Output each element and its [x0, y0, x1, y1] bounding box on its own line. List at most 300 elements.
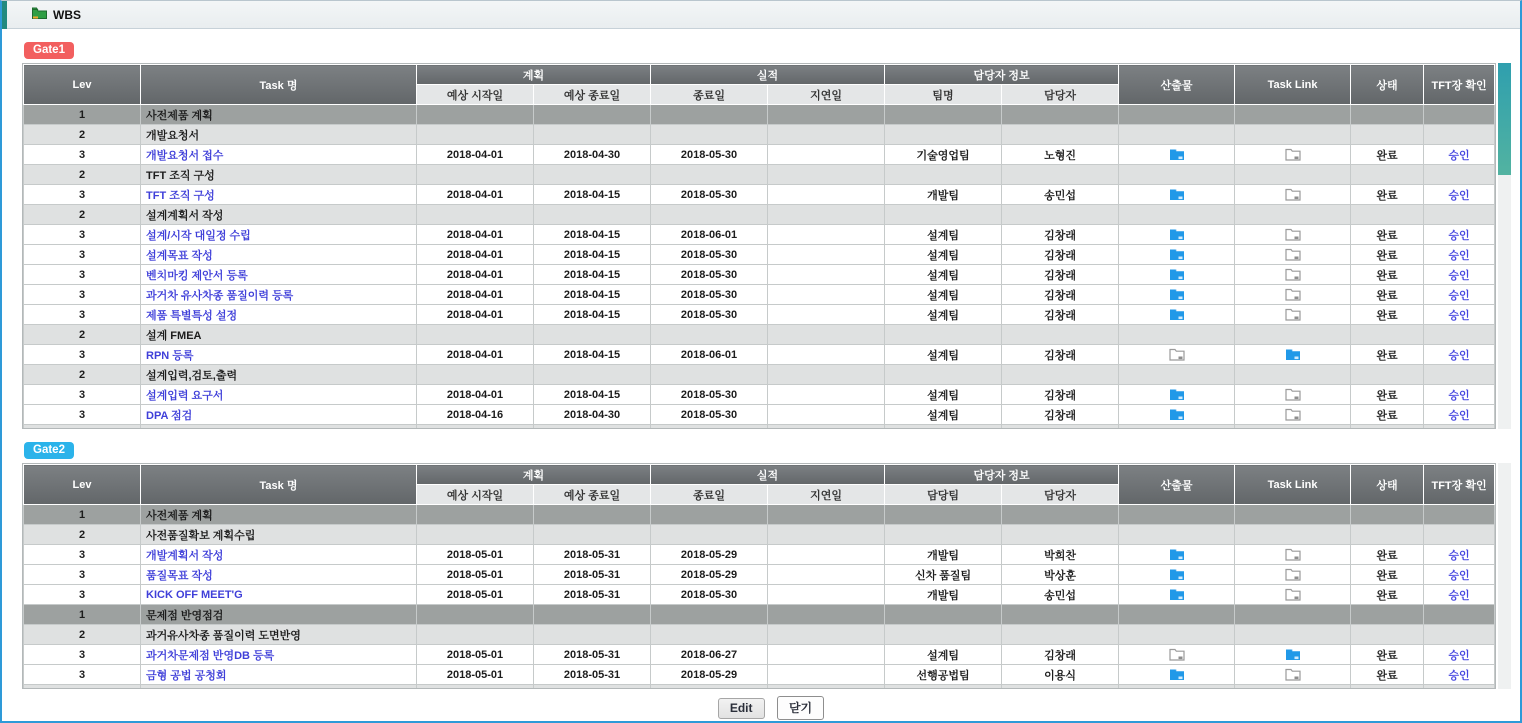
- lev-cell: 1: [24, 605, 141, 625]
- task-name-cell: 과거유사차종 품질이력 도면반영: [141, 625, 417, 645]
- header-task-link: Task Link: [1235, 65, 1351, 105]
- plan-end-cell: [534, 505, 651, 525]
- task-link-cell: [1235, 645, 1351, 665]
- header-delay: 지연일: [768, 485, 885, 505]
- table-row: [24, 285, 1495, 305]
- approve-link[interactable]: 승인: [1448, 589, 1470, 602]
- delay-cell: [768, 625, 885, 645]
- output-folder-filled-icon[interactable]: [1169, 388, 1185, 400]
- approve-link[interactable]: 승인: [1448, 569, 1470, 582]
- status-text: 완료: [1376, 349, 1398, 362]
- delay-cell: [768, 605, 885, 625]
- status-cell: [1351, 265, 1424, 285]
- header-output: 산출물: [1119, 465, 1235, 505]
- tasklink-folder-outline-icon[interactable]: [1285, 268, 1301, 280]
- scrollbar-thumb[interactable]: [1498, 63, 1511, 175]
- person-cell: [1002, 625, 1119, 645]
- lev-cell: 3: [24, 385, 141, 405]
- table-row: [24, 185, 1495, 205]
- plan-start-cell: 2018-05-01: [417, 585, 534, 605]
- task-link-cell: [1235, 425, 1351, 430]
- delay-cell: [768, 305, 885, 325]
- delay-cell: [768, 505, 885, 525]
- task-link-cell: [1235, 665, 1351, 685]
- tft-approval-cell: [1424, 265, 1495, 285]
- output-folder-outline-icon[interactable]: [1169, 648, 1185, 660]
- table-row-partial: [24, 425, 1495, 430]
- task-name-cell: 사전품질확보 계획수립: [141, 525, 417, 545]
- tasklink-folder-outline-icon[interactable]: [1285, 408, 1301, 420]
- person-cell: 김창래: [1002, 345, 1119, 365]
- approve-link[interactable]: 승인: [1448, 649, 1470, 662]
- plan-end-cell: [534, 625, 651, 645]
- plan-start-cell: [417, 365, 534, 385]
- tft-approval-cell: [1424, 605, 1495, 625]
- plan-start-cell: [417, 205, 534, 225]
- table-row: [24, 405, 1495, 425]
- task-link-text[interactable]: 설계입력 요구서: [146, 389, 224, 402]
- team-cell: 설계팀: [885, 385, 1002, 405]
- person-cell: [1002, 605, 1119, 625]
- header-owner-group: 담당자 정보: [885, 65, 1119, 85]
- tasklink-folder-outline-icon[interactable]: [1285, 148, 1301, 160]
- approve-link[interactable]: 승인: [1448, 229, 1470, 242]
- actual-end-cell: 2018-05-29: [651, 665, 768, 685]
- output-folder-filled-icon[interactable]: [1169, 668, 1185, 680]
- tft-approval-cell: [1424, 145, 1495, 165]
- team-cell: 개발팀: [885, 185, 1002, 205]
- tft-approval-cell: [1424, 385, 1495, 405]
- header-task-link: Task Link: [1235, 465, 1351, 505]
- team-cell: [885, 625, 1002, 645]
- delay-cell: [768, 525, 885, 545]
- actual-end-cell: 2018-05-30: [651, 305, 768, 325]
- actual-end-cell: [651, 685, 768, 690]
- team-cell: [885, 685, 1002, 690]
- actual-end-cell: [651, 505, 768, 525]
- output-folder-filled-icon[interactable]: [1169, 548, 1185, 560]
- tasklink-folder-outline-icon[interactable]: [1285, 548, 1301, 560]
- status-cell: [1351, 665, 1424, 685]
- lev-cell: 3: [24, 265, 141, 285]
- plan-end-cell: [534, 525, 651, 545]
- task-name-cell: [141, 245, 417, 265]
- team-cell: 설계팀: [885, 225, 1002, 245]
- plan-end-cell: 2018-04-30: [534, 405, 651, 425]
- actual-end-cell: 2018-05-30: [651, 265, 768, 285]
- output-folder-filled-icon[interactable]: [1169, 248, 1185, 260]
- gates-root: [22, 29, 1520, 689]
- person-cell: [1002, 105, 1119, 125]
- person-cell: [1002, 325, 1119, 345]
- table-row: [24, 525, 1495, 545]
- plan-start-cell: 2018-04-01: [417, 345, 534, 365]
- approve-link[interactable]: 승인: [1448, 189, 1470, 202]
- task-link-text[interactable]: 품질목표 작성: [146, 569, 213, 582]
- actual-end-cell: 2018-06-01: [651, 345, 768, 365]
- actual-end-cell: 2018-05-30: [651, 585, 768, 605]
- tft-approval-cell: [1424, 645, 1495, 665]
- lev-cell: 3: [24, 185, 141, 205]
- task-name-cell: 개발요청서: [141, 125, 417, 145]
- person-cell: 박상훈: [1002, 565, 1119, 585]
- lev-cell: 2: [24, 625, 141, 645]
- edit-button[interactable]: Edit: [718, 698, 765, 719]
- approve-link[interactable]: 승인: [1448, 249, 1470, 262]
- task-link-text[interactable]: 설계목표 작성: [146, 249, 213, 262]
- plan-end-cell: [534, 105, 651, 125]
- close-button[interactable]: 닫기: [777, 696, 824, 720]
- status-cell: [1351, 345, 1424, 365]
- tft-approval-cell: [1424, 625, 1495, 645]
- delay-cell: [768, 685, 885, 690]
- gate2-badge: Gate2: [24, 442, 74, 459]
- task-link-text[interactable]: 과거차문제점 반영DB 등록: [146, 649, 275, 662]
- actual-end-cell: [651, 205, 768, 225]
- tft-approval-cell: [1424, 565, 1495, 585]
- task-name-cell: [141, 665, 417, 685]
- table-row-partial: [24, 685, 1495, 690]
- actual-end-cell: 2018-05-30: [651, 285, 768, 305]
- header-actual-group: 실적: [651, 465, 885, 485]
- tft-approval-cell: [1424, 505, 1495, 525]
- plan-end-cell: 2018-04-15: [534, 225, 651, 245]
- output-folder-filled-icon[interactable]: [1169, 228, 1185, 240]
- output-cell: [1119, 225, 1235, 245]
- task-link-cell: [1235, 185, 1351, 205]
- tasklink-folder-outline-icon[interactable]: [1285, 288, 1301, 300]
- output-cell: [1119, 505, 1235, 525]
- delay-cell: [768, 585, 885, 605]
- actual-end-cell: [651, 425, 768, 430]
- status-cell: [1351, 645, 1424, 665]
- task-link-text[interactable]: 과거차 유사차종 품질이력 등록: [146, 289, 294, 302]
- task-name-cell: [141, 585, 417, 605]
- tasklink-folder-outline-icon[interactable]: [1285, 248, 1301, 260]
- task-name-cell: [141, 405, 417, 425]
- plan-end-cell: [534, 205, 651, 225]
- output-folder-filled-icon[interactable]: [1169, 188, 1185, 200]
- lev-cell: 3: [24, 245, 141, 265]
- task-link-text[interactable]: 설계/시작 대일정 수립: [146, 229, 251, 242]
- output-folder-filled-icon[interactable]: [1169, 288, 1185, 300]
- task-name-cell: 설계계획서 작성: [141, 205, 417, 225]
- lev-cell: 2: [24, 125, 141, 145]
- plan-end-cell: 2018-04-30: [534, 145, 651, 165]
- plan-start-cell: 2018-04-01: [417, 265, 534, 285]
- wbs-table-gate2: [23, 464, 1495, 689]
- table-row: [24, 105, 1495, 125]
- table-row: [24, 305, 1495, 325]
- tft-approval-cell: [1424, 165, 1495, 185]
- plan-end-cell: 2018-04-15: [534, 265, 651, 285]
- header-person: 담당자: [1002, 485, 1119, 505]
- task-link-cell: [1235, 125, 1351, 145]
- person-cell: [1002, 125, 1119, 145]
- tasklink-folder-filled-icon[interactable]: [1285, 348, 1301, 360]
- task-link-cell: [1235, 165, 1351, 185]
- lev-cell: 3: [24, 345, 141, 365]
- delay-cell: [768, 185, 885, 205]
- plan-end-cell: 2018-05-31: [534, 665, 651, 685]
- table-row: [24, 665, 1495, 685]
- lev-cell: 3: [24, 565, 141, 585]
- output-cell: [1119, 545, 1235, 565]
- status-cell: [1351, 605, 1424, 625]
- output-cell: [1119, 145, 1235, 165]
- person-cell: 김창래: [1002, 645, 1119, 665]
- vertical-scrollbar-gate2[interactable]: [1498, 463, 1511, 689]
- lev-cell: 3: [24, 585, 141, 605]
- wbs-table-gate1: [23, 64, 1495, 429]
- plan-end-cell: 2018-04-15: [534, 245, 651, 265]
- tasklink-folder-outline-icon[interactable]: [1285, 308, 1301, 320]
- output-cell: [1119, 645, 1235, 665]
- task-link-text[interactable]: KICK OFF MEET'G: [146, 588, 243, 601]
- task-link-cell: [1235, 525, 1351, 545]
- tft-approval-cell: [1424, 425, 1495, 430]
- status-text: 완료: [1376, 389, 1398, 402]
- output-cell: [1119, 585, 1235, 605]
- delay-cell: [768, 225, 885, 245]
- output-folder-filled-icon[interactable]: [1169, 268, 1185, 280]
- header-plan-start: 예상 시작일: [417, 485, 534, 505]
- actual-end-cell: [651, 105, 768, 125]
- task-link-cell: [1235, 345, 1351, 365]
- team-cell: [885, 605, 1002, 625]
- team-cell: [885, 125, 1002, 145]
- task-name-cell: [141, 185, 417, 205]
- approve-link[interactable]: 승인: [1448, 389, 1470, 402]
- task-link-text[interactable]: RPN 등록: [146, 349, 194, 362]
- output-cell: [1119, 405, 1235, 425]
- tft-approval-cell: [1424, 525, 1495, 545]
- team-cell: 설계팀: [885, 265, 1002, 285]
- task-link-text[interactable]: 벤치마킹 제안서 등록: [146, 269, 248, 282]
- task-name-cell: 설계 FMEA: [141, 325, 417, 345]
- lev-cell: 3: [24, 665, 141, 685]
- output-folder-filled-icon[interactable]: [1169, 568, 1185, 580]
- plan-start-cell: 2018-04-01: [417, 225, 534, 245]
- plan-start-cell: 2018-04-01: [417, 245, 534, 265]
- lev-cell: 3: [24, 145, 141, 165]
- plan-end-cell: [534, 165, 651, 185]
- plan-start-cell: 2018-04-01: [417, 145, 534, 165]
- task-link-text[interactable]: 개발계획서 작성: [146, 549, 224, 562]
- person-cell: [1002, 685, 1119, 690]
- status-cell: [1351, 165, 1424, 185]
- task-link-cell: [1235, 565, 1351, 585]
- task-link-cell: [1235, 325, 1351, 345]
- task-name-cell: [141, 385, 417, 405]
- table-row: [24, 145, 1495, 165]
- header-delay: 지연일: [768, 85, 885, 105]
- output-cell: [1119, 265, 1235, 285]
- plan-start-cell: 2018-04-01: [417, 385, 534, 405]
- team-cell: 설계팀: [885, 305, 1002, 325]
- plan-start-cell: 2018-05-01: [417, 565, 534, 585]
- wbs-table-wrapper-gate2: [22, 463, 1496, 689]
- delay-cell: [768, 325, 885, 345]
- tft-approval-cell: [1424, 365, 1495, 385]
- window-title: WBS: [53, 7, 81, 22]
- output-folder-outline-icon[interactable]: [1169, 348, 1185, 360]
- plan-end-cell: 2018-04-15: [534, 285, 651, 305]
- table-row: [24, 225, 1495, 245]
- tft-approval-cell: [1424, 285, 1495, 305]
- output-cell: [1119, 325, 1235, 345]
- tasklink-folder-outline-icon[interactable]: [1285, 188, 1301, 200]
- task-name-cell: 사전제품 계획: [141, 505, 417, 525]
- output-folder-filled-icon[interactable]: [1169, 308, 1185, 320]
- table-row: [24, 605, 1495, 625]
- approve-link[interactable]: 승인: [1448, 409, 1470, 422]
- actual-end-cell: 2018-05-29: [651, 545, 768, 565]
- status-cell: [1351, 145, 1424, 165]
- header-tft-approval: TFT장 확인: [1424, 465, 1495, 505]
- status-text: 완료: [1376, 569, 1398, 582]
- plan-end-cell: [534, 125, 651, 145]
- lev-cell: 3: [24, 225, 141, 245]
- status-text: 완료: [1376, 669, 1398, 682]
- actual-end-cell: [651, 365, 768, 385]
- delay-cell: [768, 645, 885, 665]
- approve-link[interactable]: 승인: [1448, 669, 1470, 682]
- status-cell: [1351, 625, 1424, 645]
- plan-start-cell: [417, 125, 534, 145]
- delay-cell: [768, 405, 885, 425]
- status-text: 완료: [1376, 289, 1398, 302]
- person-cell: 김창래: [1002, 405, 1119, 425]
- approve-link[interactable]: 승인: [1448, 289, 1470, 302]
- header-task-name: Task 명: [141, 65, 417, 105]
- status-cell: [1351, 685, 1424, 690]
- delay-cell: [768, 365, 885, 385]
- actual-end-cell: [651, 325, 768, 345]
- header-output: 산출물: [1119, 65, 1235, 105]
- tft-approval-cell: [1424, 665, 1495, 685]
- header-actual-end: 종료일: [651, 485, 768, 505]
- output-folder-filled-icon[interactable]: [1169, 588, 1185, 600]
- output-folder-filled-icon[interactable]: [1169, 408, 1185, 420]
- lev-cell: 2: [24, 205, 141, 225]
- tasklink-folder-outline-icon[interactable]: [1285, 668, 1301, 680]
- status-cell: [1351, 185, 1424, 205]
- table-row: [24, 245, 1495, 265]
- plan-start-cell: 2018-05-01: [417, 545, 534, 565]
- status-text: 완료: [1376, 269, 1398, 282]
- wbs-table-wrapper-gate1: [22, 63, 1496, 429]
- lev-cell: [24, 685, 141, 690]
- output-cell: [1119, 625, 1235, 645]
- task-link-text[interactable]: DPA 점검: [146, 409, 193, 422]
- tft-approval-cell: [1424, 345, 1495, 365]
- tasklink-folder-outline-icon[interactable]: [1285, 388, 1301, 400]
- task-name-cell: [141, 565, 417, 585]
- header-team: 팀명: [885, 85, 1002, 105]
- approve-link[interactable]: 승인: [1448, 309, 1470, 322]
- tft-approval-cell: [1424, 585, 1495, 605]
- approve-link[interactable]: 승인: [1448, 549, 1470, 562]
- folder-icon: [32, 6, 47, 24]
- task-link-cell: [1235, 625, 1351, 645]
- delay-cell: [768, 165, 885, 185]
- task-name-cell: 설계입력,검토,출력: [141, 365, 417, 385]
- task-name-cell: [141, 425, 417, 430]
- task-name-cell: [141, 645, 417, 665]
- task-link-cell: [1235, 605, 1351, 625]
- table-row: [24, 205, 1495, 225]
- tasklink-folder-outline-icon[interactable]: [1285, 588, 1301, 600]
- plan-end-cell: 2018-04-15: [534, 345, 651, 365]
- tasklink-folder-outline-icon[interactable]: [1285, 568, 1301, 580]
- vertical-scrollbar-gate1[interactable]: [1498, 63, 1511, 429]
- status-text: 완료: [1376, 409, 1398, 422]
- header-status: 상태: [1351, 65, 1424, 105]
- actual-end-cell: 2018-05-30: [651, 145, 768, 165]
- task-link-text[interactable]: 제품 특별특성 설정: [146, 309, 238, 322]
- output-cell: [1119, 685, 1235, 690]
- approve-link[interactable]: 승인: [1448, 269, 1470, 282]
- team-cell: 기술영업팀: [885, 145, 1002, 165]
- table-row: [24, 585, 1495, 605]
- person-cell: 이용식: [1002, 665, 1119, 685]
- task-link-text[interactable]: TFT 조직 구성: [146, 189, 215, 202]
- person-cell: [1002, 505, 1119, 525]
- approve-link[interactable]: 승인: [1448, 349, 1470, 362]
- delay-cell: [768, 545, 885, 565]
- person-cell: 김창래: [1002, 265, 1119, 285]
- output-cell: [1119, 305, 1235, 325]
- task-link-cell: [1235, 305, 1351, 325]
- header-lev: Lev: [24, 65, 141, 105]
- person-cell: [1002, 365, 1119, 385]
- plan-end-cell: [534, 365, 651, 385]
- tft-approval-cell: [1424, 325, 1495, 345]
- actual-end-cell: 2018-06-01: [651, 225, 768, 245]
- actual-end-cell: 2018-05-30: [651, 405, 768, 425]
- team-cell: 설계팀: [885, 645, 1002, 665]
- tasklink-folder-filled-icon[interactable]: [1285, 648, 1301, 660]
- delay-cell: [768, 105, 885, 125]
- output-cell: [1119, 525, 1235, 545]
- tft-approval-cell: [1424, 105, 1495, 125]
- plan-start-cell: 2018-04-01: [417, 305, 534, 325]
- approve-link[interactable]: 승인: [1448, 149, 1470, 162]
- task-link-text[interactable]: 개발요청서 접수: [146, 149, 224, 162]
- team-cell: 설계팀: [885, 285, 1002, 305]
- output-folder-filled-icon[interactable]: [1169, 148, 1185, 160]
- status-cell: [1351, 365, 1424, 385]
- header-owner-group: 담당자 정보: [885, 465, 1119, 485]
- status-cell: [1351, 545, 1424, 565]
- actual-end-cell: 2018-05-29: [651, 565, 768, 585]
- task-link-text[interactable]: 금형 공법 공청회: [146, 669, 227, 682]
- person-cell: 박희찬: [1002, 545, 1119, 565]
- task-link-cell: [1235, 545, 1351, 565]
- table-row: [24, 505, 1495, 525]
- gate-section-gate1: [22, 29, 1520, 429]
- actual-end-cell: 2018-05-30: [651, 385, 768, 405]
- task-name-cell: [141, 345, 417, 365]
- task-link-cell: [1235, 245, 1351, 265]
- delay-cell: [768, 385, 885, 405]
- task-link-cell: [1235, 365, 1351, 385]
- table-row: [24, 645, 1495, 665]
- status-text: 완료: [1376, 229, 1398, 242]
- team-cell: [885, 205, 1002, 225]
- tasklink-folder-outline-icon[interactable]: [1285, 228, 1301, 240]
